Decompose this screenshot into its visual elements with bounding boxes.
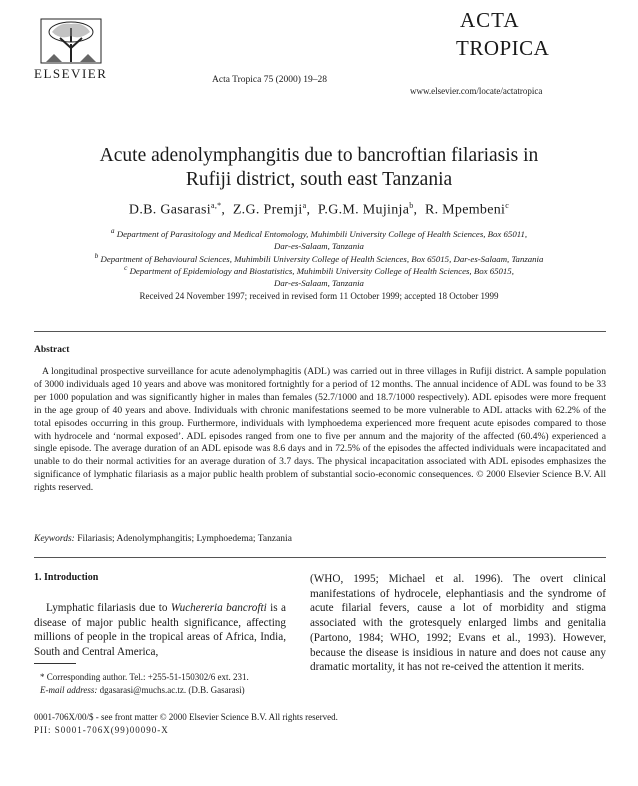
keywords-label: Keywords: xyxy=(34,534,75,544)
body-text: Lymphatic filariasis due to xyxy=(46,602,171,614)
author-sup: a xyxy=(302,201,307,210)
affiliation-text: Department of Epidemiology and Biostatistics, Muhimbili University College of Health Sciences, Box 65015, xyxy=(129,265,514,276)
journal-logo-line2: TROPICA xyxy=(456,36,550,60)
body-text: is a disease of major public health significance, affecting millions of people in the tropical areas of Africa, India, South and Central America, xyxy=(34,602,286,659)
affiliation-text: Department of Behavioural Sciences, Muhimbili University College of Health Sciences, Box 65015, Dar-es-Salaam, Tanzania xyxy=(100,253,544,264)
journal-logo-line1: ACTA xyxy=(460,8,520,32)
keywords xyxy=(34,534,606,544)
title-line-2: Rufiji district, south east Tanzania xyxy=(185,169,453,190)
journal-reference: Acta Tropica 75 (2000) 19–28 xyxy=(212,75,328,85)
affiliation-text: Dar-es-Salaam, Tanzania xyxy=(274,240,364,251)
author-name: D.B. Gasarasi xyxy=(128,202,211,218)
received-dates: Received 24 November 1997; received in revised form 11 October 1999; accepted 18 October 1999 xyxy=(139,291,499,301)
journal-url[interactable]: www.elsevier.com/locate/actatropica xyxy=(410,86,543,96)
publisher-name: ELSEVIER xyxy=(34,66,108,81)
author-sup: c xyxy=(505,201,510,210)
section-heading: 1. Introduction xyxy=(34,572,99,583)
divider xyxy=(34,331,606,332)
intro-left-column xyxy=(34,601,286,660)
author-name: R. Mpembeni xyxy=(424,202,506,218)
species-name: Wuchereria bancrofti xyxy=(170,602,267,614)
abstract-text: A longitudinal prospective surveillance for acute adenolymphagitis (ADL) was carried out in three villages in Rufiji district. A sample population of 3000 individuals aged 10 years and above was monitored fortnightly for a period of 12 months. The annual incidence of ADL was found to be 33 per 1000 population and was significantly higher in males than females (52.7/1000 and 18.7/1000 respectively). ADL episodes were more frequent in the age group of 40 years and above. Individuals with chronic manifestations seemed to be more vulnerable to ADL attacks with 62.2% of the total episodes occurring in this group. Furthermore, individuals with lymphoedema experienced more frequent acute episodes compared to those with hydrocele and ‘normal exposed’. ADL episodes ranged from one to five per annum and the majority of the affected (60.4%) experienced a single episode. The average duration of an ADL episode was 8.6 days and in 72.5% of the episodes the affected individuals were incapacitated and unable to do their normal activities for an average duration of 3.7 days. The physical incapacitation associated with ADL episodes emphasizes the significance of lymphatic filariasis as a major public health problem of substantial socio-economic consequences. © 2000 Elsevier Science B.V. All rights reserved. xyxy=(34,366,606,494)
author-name: Z.G. Premji xyxy=(232,202,303,218)
affiliation-sup: c xyxy=(124,263,128,272)
abstract-heading: Abstract xyxy=(34,345,70,355)
divider xyxy=(34,557,606,558)
email-address[interactable]: dgasarasi@muchs.ac.tz. (D.B. Gasarasi) xyxy=(97,685,245,695)
affiliation-c xyxy=(20,262,618,289)
issn-line: 0001-706X/00/$ - see front matter © 2000 Elsevier Science B.V. All rights reserved. xyxy=(34,712,338,722)
corresponding-author-note: * Corresponding author. Tel.: +255-51-150302/6 ext. 231. xyxy=(40,672,249,682)
title-line-1: Acute adenolymphangitis due to bancroftian filariasis in xyxy=(99,145,539,166)
footnote-divider xyxy=(34,663,76,664)
author-sup: a,* xyxy=(210,201,222,210)
elsevier-tree-logo xyxy=(40,18,102,64)
affiliation-text: Department of Parasitology and Medical Entomology, Muhimbili University College of Health Sciences, Box 65011, xyxy=(116,228,528,239)
affiliation-text: Dar-es-Salaam, Tanzania xyxy=(274,277,364,288)
affiliation-sup: a xyxy=(110,226,115,235)
keywords-list: Filariasis; Adenolymphangitis; Lymphoedema; Tanzania xyxy=(77,534,292,544)
email-label: E-mail address: xyxy=(40,685,98,695)
author-name: P.G.M. Mujinja xyxy=(317,202,410,218)
intro-right-column: (WHO, 1995; Michael et al. 1996). The overt clinical manifestations of hydrocele, elephantiasis and the syndrome of acute filarial fevers, cause a lot of morbidity and stigma associated with the grotesquely enlarged limbs and genitalia (Partono, 1984; WHO, 1992; Evans et al., 1993). However, because the disease is insidious in nature and does not cause any dramatic mortality, it has not re-ceived the attention it merits. xyxy=(310,573,606,674)
author-list: D.B. Gasarasi$^{a,*}$, Z.G. Premji$^a$, P.G.M. Mujinja$^b$, R. Mpembeni$^c$ xyxy=(128,201,510,218)
author-sup: b xyxy=(409,201,414,210)
affiliation-sup: b xyxy=(94,251,99,260)
article-title xyxy=(20,144,618,192)
email-note xyxy=(34,684,286,696)
pii-line: PII: S0001-706X(99)00090-X xyxy=(34,725,169,735)
affiliation-a xyxy=(20,225,618,252)
